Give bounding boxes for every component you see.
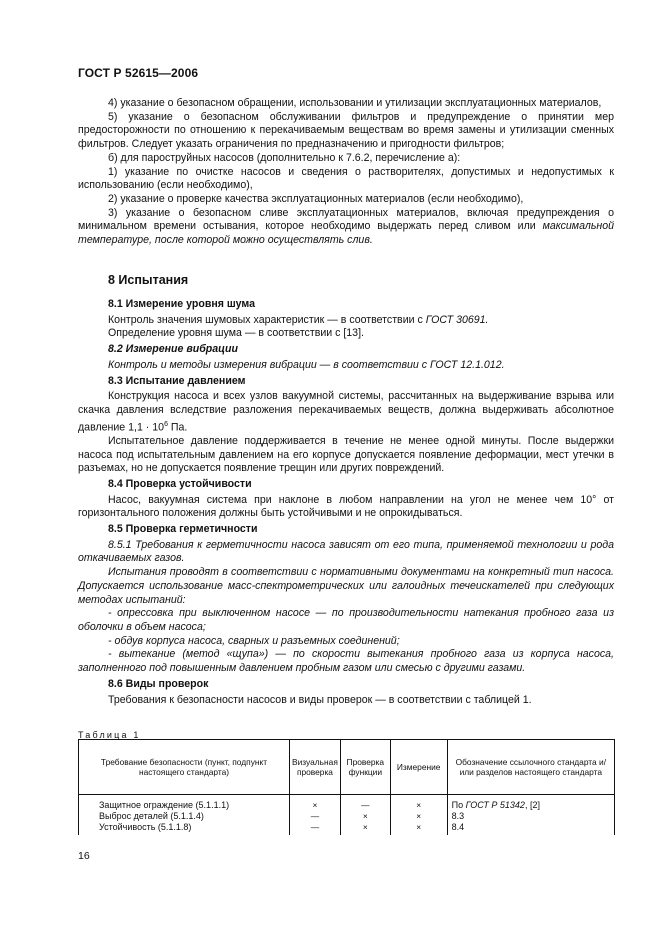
intro-item-b3-italic: максимальной температуре, после которой можно осуществлять слив. [78, 220, 614, 247]
intro-item-b1: 1) указание по очистке насосов и сведения о растворителях, допустимых и недопустимых к использованию (если необходимо), [78, 165, 614, 192]
cell-reference [447, 795, 614, 812]
s81-text-1-ref: ГОСТ 30691. [425, 313, 489, 326]
table-row [79, 795, 615, 812]
subsection-8-4-title: 8.4 Проверка устойчивости [108, 477, 252, 490]
cell-requirement: Устойчивость (5.1.1.8) [79, 822, 290, 835]
subsection-8-5-title: 8.5 Проверка герметичности [108, 523, 258, 536]
s81-text-1 [78, 314, 614, 328]
col-header-measurement: Измерение [390, 740, 447, 795]
col-header-function: Проверка функции [340, 740, 390, 795]
safety-checks-table [78, 739, 615, 835]
intro-item-b3-text: 3) указание о безопасном сливе эксплуатационных материалов, включая предупреждения о минимальном времени остывания, которое необходимо выдержать перед сливом или [78, 206, 614, 233]
subsection-8-2-title: 8.2 Измерение вибрации [108, 343, 238, 356]
s85-list-item-3: - вытекание (метод «щупа») — по скорости вытекания пробного газа из корпуса насоса, заполненного под повышенным давлением пробным газом или смесью с другими газами. [78, 648, 614, 675]
cell-reference: 8.3 [447, 811, 614, 822]
cell-measurement: × [390, 822, 447, 835]
table-caption: Таблица 1 [78, 730, 141, 740]
cell-function: × [340, 822, 390, 835]
s81-text-1-main: Контроль значения шумовых характеристик — в соответствии с [108, 313, 426, 326]
subsection-8-3-title: 8.3 Испытание давлением [108, 374, 246, 387]
cell-visual: × [290, 795, 341, 812]
s84-text-1: Насос, вакуумная система при наклоне в любом направлении на угол не менее чем 10° от горизонтального положения должны быть устойчивыми и не опрокидываться. [78, 493, 614, 520]
s82-text-1: Контроль и методы измерения вибрации — в соответствии с ГОСТ 12.1.012. [108, 358, 505, 371]
table-row [79, 811, 615, 822]
intro-item-b2: 2) указание о проверке качества эксплуатационных материалов (если необходимо), [108, 192, 524, 205]
s83-text-2: Испытательное давление поддерживается в течение не менее одной минуты. После выдержки насоса под испытательным давлением на его корпусе допускается появление деформации, мест утечки в разъемах, но не допускается появление трещин или других повреждений. [78, 434, 614, 475]
section-8-body [78, 296, 614, 707]
table-row [79, 822, 615, 835]
cell-measurement: × [390, 795, 447, 812]
cell-function: × [340, 811, 390, 822]
s85-list-item-1: - опрессовка при выключенном насосе — по производительности натекания пробного газа из оболочки в объем насоса; [78, 607, 614, 633]
cell-requirement: Выброс деталей (5.1.1.4) [79, 811, 290, 822]
intro-item-5: 5) указание о безопасном обслуживании фильтров и предупреждение о принятии мер предосторожности по отношению к перекачиваемым веществам во время замены и утилизации сменных фильтров. Следует указать ограничения по предназначению и пригодности фильтров; [78, 110, 614, 151]
s81-text-2: Определение уровня шума — в соответствии с [13]. [108, 327, 364, 340]
intro-item-4: 4) указание о безопасном обращении, использовании и утилизации эксплуатационных материалов, [108, 97, 602, 109]
cell-requirement: Защитное ограждение (5.1.1.1) [79, 795, 290, 812]
cell-measurement: × [390, 811, 447, 822]
cell-function: — [340, 795, 390, 812]
document-header: ГОСТ Р 52615—2006 [78, 66, 199, 80]
s83-text-1-main: Конструкция насоса и всех узлов вакуумной системы, рассчитанных на выдерживание взрыва или скачка давления вследствие разложения перекачиваемых веществ, должна выдерживать абсолютное давление 1,1 · 10 [78, 390, 614, 434]
s86-text-1: Требования к безопасности насосов и виды проверок — в соответствии с таблицей 1. [108, 693, 532, 706]
intro-item-b: б) для пароструйных насосов (дополнительно к 7.6.2, перечисление а): [108, 151, 461, 164]
s83-text-1-sup: 6 [164, 420, 168, 428]
intro-list [78, 97, 614, 248]
cell-visual: — [290, 822, 341, 835]
cell-reference: 8.4 [447, 822, 614, 835]
s83-text-1 [78, 390, 614, 435]
s85-text-1: 8.5.1 Требования к герметичности насоса зависят от его типа, применяемой технологии и рода откачиваемых газов. [78, 538, 614, 565]
cell-reference-prefix: По [451, 800, 466, 810]
s85-list-item-2: - обдув корпуса насоса, сварных и разъемных соединений; [108, 634, 400, 647]
subsection-8-1-title: 8.1 Измерение уровня шума [108, 298, 256, 310]
page-number: 16 [78, 850, 90, 862]
col-header-visual: Визуальная проверка [290, 740, 341, 795]
subsection-8-6-title: 8.6 Виды проверок [108, 677, 209, 690]
section-8-title: 8 Испытания [108, 273, 189, 287]
col-header-reference: Обозначение ссылочного стандарта и/или разделов настоящего стандарта [447, 740, 614, 795]
col-header-requirement: Требование безопасности (пункт, подпункт настоящего стандарта) [79, 740, 290, 795]
cell-visual: — [290, 811, 341, 822]
cell-reference-suffix: , [2] [524, 800, 540, 810]
intro-item-b3 [78, 207, 614, 248]
cell-reference-standard: ГОСТ Р 51342 [465, 800, 525, 810]
s83-text-1-unit: Па. [167, 421, 188, 434]
s85-text-2: Испытания проводят в соответствии с нормативными документами на конкретный тип насоса. Допускается использование масс-спектрометрических или галоидных течеискателей при следующих методах испытаний: [78, 566, 614, 606]
